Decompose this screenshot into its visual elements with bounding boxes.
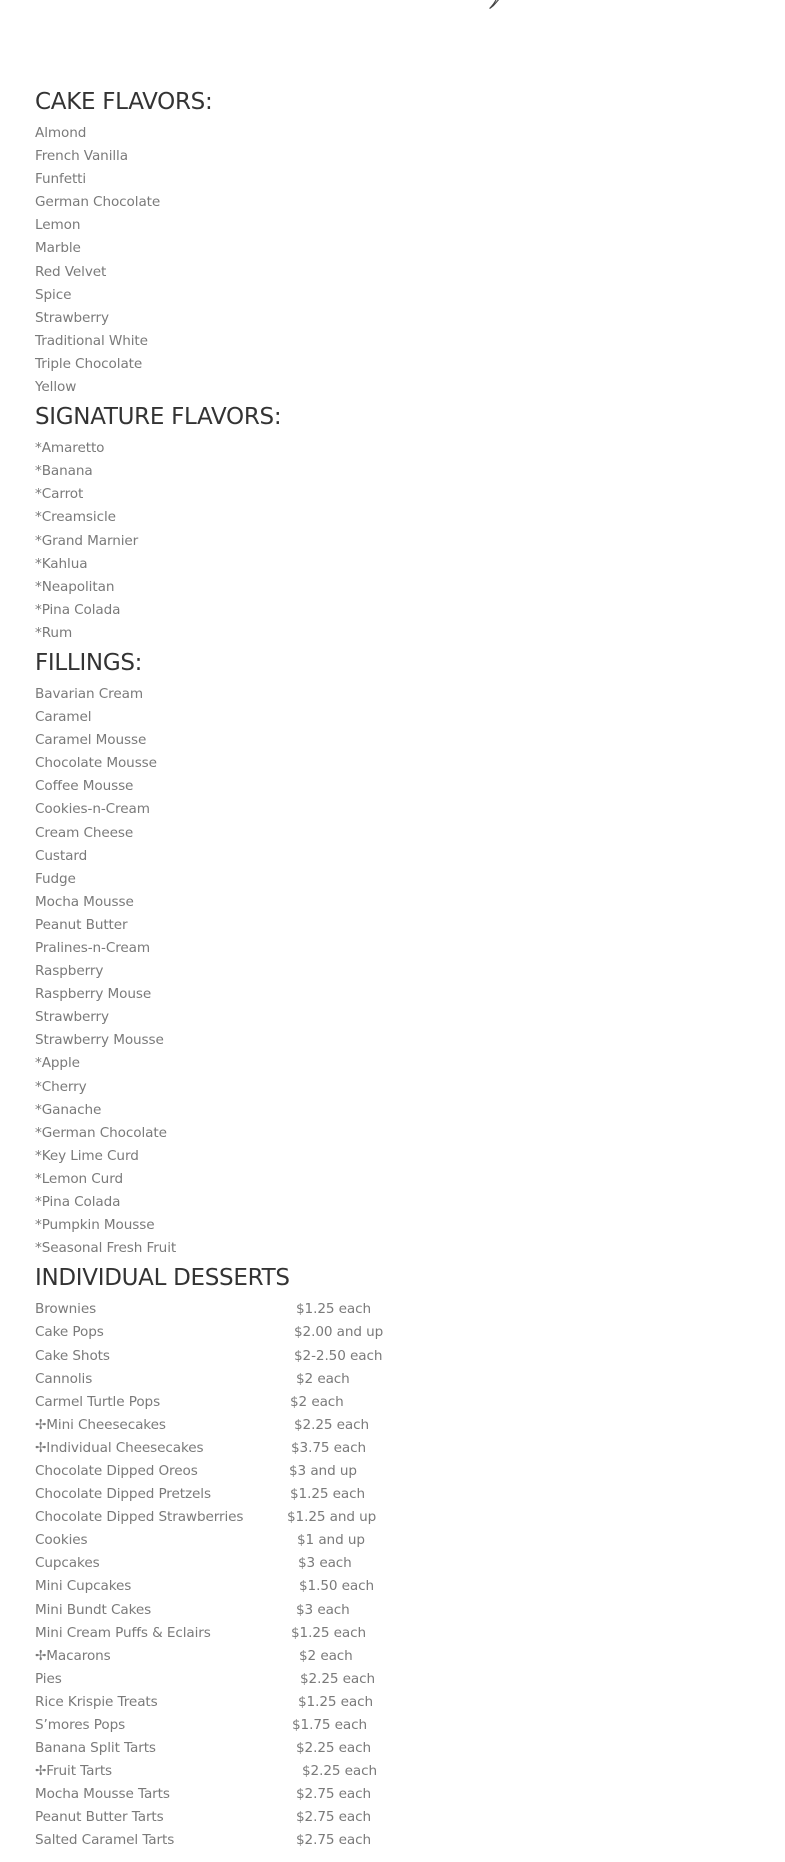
list-item: *Neapolitan [35, 578, 115, 595]
dessert-price: $1.75 each [292, 1717, 368, 1733]
dessert-price: $2.75 each [296, 1832, 372, 1849]
dessert-row [35, 1622, 755, 1645]
dessert-row [35, 1298, 755, 1321]
section-heading: SIGNATURE FLAVORS: [35, 404, 282, 431]
list-item: Triple Chocolate [35, 355, 143, 372]
dessert-price: $2.25 each [302, 1763, 378, 1780]
dessert-row [35, 1575, 755, 1598]
list-item: Fudge [35, 870, 76, 887]
list-item: Raspberry [35, 963, 104, 980]
list-item: *Amaretto [35, 440, 105, 457]
dessert-row [35, 1599, 755, 1622]
dessert-row [35, 1737, 755, 1760]
dessert-name: Mini Cream Puffs & Eclairs [35, 1624, 211, 1641]
script-title-fragment [0, 0, 785, 10]
list-item: German Chocolate [35, 194, 161, 211]
list-item: *Cherry [35, 1078, 87, 1095]
list-item: *Pumpkin Mousse [35, 1217, 155, 1234]
list-item: *Rum [35, 624, 73, 641]
dessert-name: Peanut Butter Tarts [35, 1809, 164, 1826]
dessert-row [35, 1668, 755, 1691]
dessert-row [35, 1529, 755, 1552]
list-item: Cream Cheese [35, 824, 134, 841]
fillings-section [35, 645, 755, 1260]
list-item: Red Velvet [35, 263, 107, 280]
cake-flavors-section [35, 84, 755, 399]
dessert-row [35, 1806, 755, 1829]
dessert-row [35, 1321, 755, 1344]
dessert-price: $2.75 each [296, 1786, 372, 1803]
individual-desserts-section [35, 1260, 755, 1852]
dessert-price: $1.25 and up [287, 1509, 377, 1526]
dessert-price: $1.25 each [298, 1693, 374, 1710]
dessert-row [35, 1829, 755, 1852]
signature-flavors-section [35, 399, 755, 645]
dessert-name: Cake Shots [35, 1347, 110, 1364]
dessert-price: $3 each [298, 1555, 352, 1572]
list-item: Coffee Mousse [35, 778, 134, 795]
list-item: Pralines-n-Cream [35, 940, 151, 956]
list-item: French Vanilla [35, 148, 128, 165]
list-item: Spice [35, 286, 72, 303]
list-item: Bavarian Cream [35, 685, 143, 702]
section-heading: CAKE FLAVORS: [35, 89, 213, 115]
dessert-price: $2.25 each [300, 1670, 376, 1687]
dessert-row [35, 1506, 755, 1529]
dessert-row [35, 1714, 755, 1737]
list-item: Caramel Mousse [35, 732, 147, 749]
dessert-name: Brownies [35, 1301, 97, 1318]
section-heading: FILLINGS: [35, 649, 143, 676]
dessert-name: ✢Individual Cheesecakes [35, 1439, 204, 1456]
dessert-row [35, 1391, 755, 1414]
dessert-price: $2 each [299, 1647, 353, 1664]
dessert-price: $2.25 each [296, 1740, 372, 1757]
dessert-row [35, 1552, 755, 1575]
list-item: Strawberry Mousse [35, 1032, 164, 1049]
fillings-list [35, 683, 755, 1260]
dessert-name: S’mores Pops [35, 1717, 126, 1733]
dessert-name: Mini Bundt Cakes [35, 1601, 152, 1618]
dessert-row [35, 1760, 755, 1783]
list-item: Cookies-n-Cream [35, 801, 150, 818]
dessert-price: $1 and up [297, 1532, 365, 1549]
dessert-name: Pies [35, 1670, 62, 1687]
dessert-row [35, 1691, 755, 1714]
list-item: *Grand Marnier [35, 532, 139, 549]
dessert-name: Mini Cupcakes [35, 1578, 132, 1595]
dessert-name: Cannolis [35, 1370, 93, 1387]
menu-content [35, 84, 755, 1853]
list-item: *Seasonal Fresh Fruit [35, 1240, 177, 1257]
dessert-row [35, 1645, 755, 1668]
desserts-price-list [35, 1298, 755, 1852]
list-item: Funfetti [35, 171, 87, 188]
list-item: Caramel [35, 709, 92, 726]
list-item: Yellow [35, 379, 77, 396]
dessert-price: $2 each [290, 1393, 344, 1410]
dessert-price: $1.25 each [290, 1486, 366, 1503]
dessert-name: Carmel Turtle Pops [35, 1393, 161, 1410]
list-item: *Creamsicle [35, 509, 116, 526]
dessert-price: $1.25 each [296, 1301, 372, 1318]
dessert-name: ✢Fruit Tarts [35, 1763, 113, 1780]
list-item: *Ganache [35, 1101, 102, 1118]
dessert-price: $1.25 each [291, 1624, 367, 1641]
list-item: *Pina Colada [35, 1194, 121, 1211]
dessert-name: Rice Krispie Treats [35, 1693, 158, 1710]
dessert-name: ✢Macarons [35, 1647, 111, 1664]
dessert-name: Cake Pops [35, 1324, 104, 1341]
list-item: *Pina Colada [35, 601, 121, 618]
dessert-row [35, 1345, 755, 1368]
dessert-name: Cookies [35, 1532, 88, 1549]
signature-flavors-list [35, 437, 755, 645]
list-item: *Key Lime Curd [35, 1147, 139, 1164]
list-item: Mocha Mousse [35, 893, 134, 910]
list-item: *Lemon Curd [35, 1170, 123, 1187]
list-item: Custard [35, 847, 88, 864]
dessert-name: Cupcakes [35, 1555, 100, 1572]
dessert-price: $1.50 each [299, 1578, 375, 1595]
dessert-row [35, 1783, 755, 1806]
dessert-price: $3 each [296, 1601, 350, 1618]
list-item: Peanut Butter [35, 916, 128, 933]
list-item: Raspberry Mouse [35, 986, 152, 1003]
dessert-name: Mocha Mousse Tarts [35, 1786, 170, 1803]
dessert-row [35, 1414, 755, 1437]
list-item: *Carrot [35, 486, 84, 503]
dessert-name: Salted Caramel Tarts [35, 1832, 175, 1849]
list-item: *Apple [35, 1055, 80, 1072]
list-item: *Banana [35, 463, 93, 480]
dessert-price: $2 each [296, 1370, 350, 1387]
dessert-price: $2.25 each [294, 1416, 370, 1433]
list-item: Strawberry [35, 1009, 109, 1026]
section-heading: INDIVIDUAL DESSERTS [35, 1265, 290, 1292]
dessert-row [35, 1437, 755, 1460]
list-item: Marble [35, 240, 81, 257]
cake-flavors-list [35, 122, 755, 399]
list-item: *German Chocolate [35, 1124, 167, 1141]
list-item: Chocolate Mousse [35, 755, 157, 772]
list-item: Strawberry [35, 309, 109, 326]
list-item: Almond [35, 125, 87, 141]
dessert-price: $2.00 and up [294, 1324, 384, 1341]
list-item: Lemon [35, 217, 81, 234]
dessert-name: Chocolate Dipped Strawberries [35, 1509, 244, 1526]
dessert-name: ✢Mini Cheesecakes [35, 1416, 166, 1433]
dessert-price: $2-2.50 each [294, 1347, 383, 1364]
dessert-name: Chocolate Dipped Oreos [35, 1462, 198, 1479]
list-item: Traditional White [35, 332, 148, 349]
dessert-price: $3 and up [289, 1462, 357, 1479]
list-item: *Kahlua [35, 555, 88, 572]
dessert-row [35, 1460, 755, 1483]
dessert-row [35, 1483, 755, 1506]
dessert-price: $2.75 each [296, 1809, 372, 1826]
dessert-row [35, 1368, 755, 1391]
dessert-name: Chocolate Dipped Pretzels [35, 1486, 211, 1503]
dessert-price: $3.75 each [291, 1439, 367, 1456]
dessert-name: Banana Split Tarts [35, 1740, 156, 1757]
